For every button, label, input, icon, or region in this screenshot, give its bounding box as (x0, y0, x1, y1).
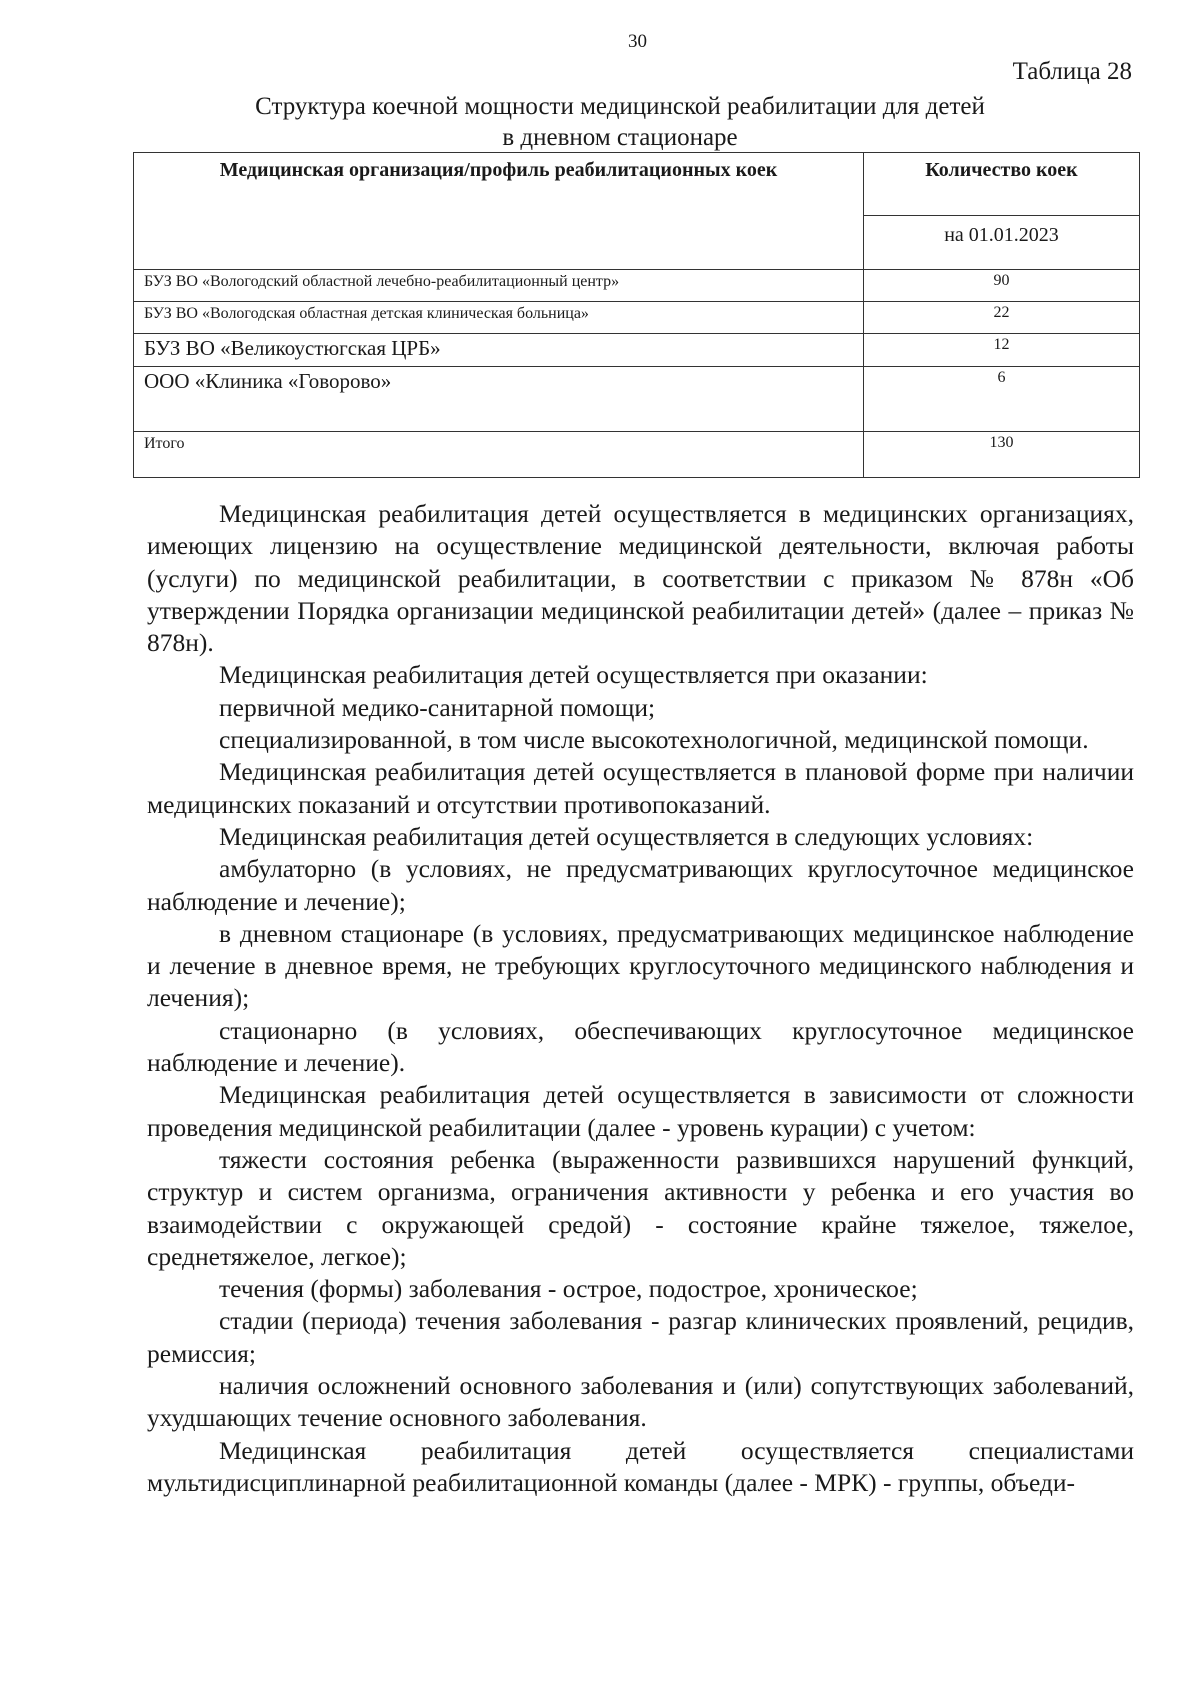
bed-count-cell: 22 (864, 302, 1140, 334)
header-count-cell: Количество коек (864, 153, 1140, 216)
org-name-cell: БУЗ ВО «Великоустюгская ЦРБ» (134, 334, 864, 367)
paragraph: Медицинская реабилитация детей осуществляется при оказании: (219, 660, 928, 690)
paragraph: тяжести состояния ребенка (выраженности развившихся нарушений функций, структур и систем организма, ограничения активности у ребенка и его участия во взаимодействии с окружающей средой) - состояние крайне тяжелое, тяжелое, среднетяжелое, легкое); (147, 1144, 1134, 1271)
table-total-row (134, 432, 1140, 478)
paragraph: наличия осложнений основного заболевания и (или) сопутствующих заболеваний, ухудшающих течение основного заболевания. (147, 1371, 1134, 1433)
paragraph: в дневном стационаре (в условиях, предусматривающих медицинское наблюдение и лечение в дневное время, не требующих круглосуточного медицинского наблюдения и лечения); (147, 918, 1134, 1013)
paragraph: стадии (периода) течения заболевания - разгар клинических проявлений, рецидив, ремиссия; (147, 1306, 1134, 1368)
paragraph: Медицинская реабилитация детей осуществляется в плановой форме при наличии медицинских показаний и отсутствии противопоказаний. (147, 757, 1134, 819)
org-name-cell: БУЗ ВО «Вологодская областная детская клиническая больница» (134, 302, 864, 334)
paragraph: стационарно (в условиях, обеспечивающих круглосуточное медицинское наблюдение и лечение). (147, 1015, 1134, 1078)
table-title-line-2: в дневном стационаре (502, 124, 738, 151)
org-name-cell: БУЗ ВО «Вологодский областной лечебно-реабилитационный центр» (134, 270, 864, 302)
bed-count-cell: 90 (864, 270, 1140, 302)
org-name-cell: ООО «Клиника «Говорово» (134, 367, 864, 432)
paragraph: течения (формы) заболевания - острое, подострое, хроническое; (219, 1274, 918, 1304)
header-org-cell: Медицинская организация/профиль реабилитационных коек (134, 153, 864, 270)
paragraph: Медицинская реабилитация детей осуществляется в следующих условиях: (219, 821, 1034, 851)
table-row (134, 334, 1140, 367)
body-text (147, 498, 1134, 1499)
table-row (134, 270, 1140, 302)
total-count-cell: 130 (864, 432, 1140, 478)
table-title (180, 91, 1060, 153)
bed-count-cell: 12 (864, 334, 1140, 367)
table-header-row (134, 153, 1140, 216)
paragraph: Медицинская реабилитация детей осуществляется специалистами мультидисциплинарной реабилитационной команды (далее - МРК) - группы, объеди- (147, 1435, 1134, 1497)
page-number: 30 (628, 31, 647, 52)
bed-count-cell: 6 (864, 367, 1140, 432)
paragraph: Медицинская реабилитация детей осуществляется в медицинских организациях, имеющих лицензию на осуществление медицинской деятельности, включая работы (услуги) по медицинской реабилитации, в соответствии с приказом № 878н «Об утверждении Порядка организации медицинской реабилитации детей» (далее – приказ № 878н). (147, 499, 1134, 658)
total-label-cell: Итого (134, 432, 864, 478)
table-title-line-1: Структура коечной мощности медицинской реабилитации для детей (255, 93, 985, 120)
paragraph: первичной медико-санитарной помощи; (219, 692, 656, 722)
beds-table (133, 152, 1140, 478)
table-label: Таблица 28 (1012, 58, 1132, 85)
table-row (134, 302, 1140, 334)
paragraph: Медицинская реабилитация детей осуществляется в зависимости от сложности проведения медицинской реабилитации (далее - уровень курации) с учетом: (147, 1080, 1134, 1142)
header-date-cell: на 01.01.2023 (864, 216, 1140, 270)
paragraph: амбулаторно (в условиях, не предусматривающих круглосуточное медицинское наблюдение и лечение); (147, 854, 1134, 916)
paragraph: специализированной, в том числе высокотехнологичной, медицинской помощи. (219, 725, 1089, 755)
table-row (134, 367, 1140, 432)
